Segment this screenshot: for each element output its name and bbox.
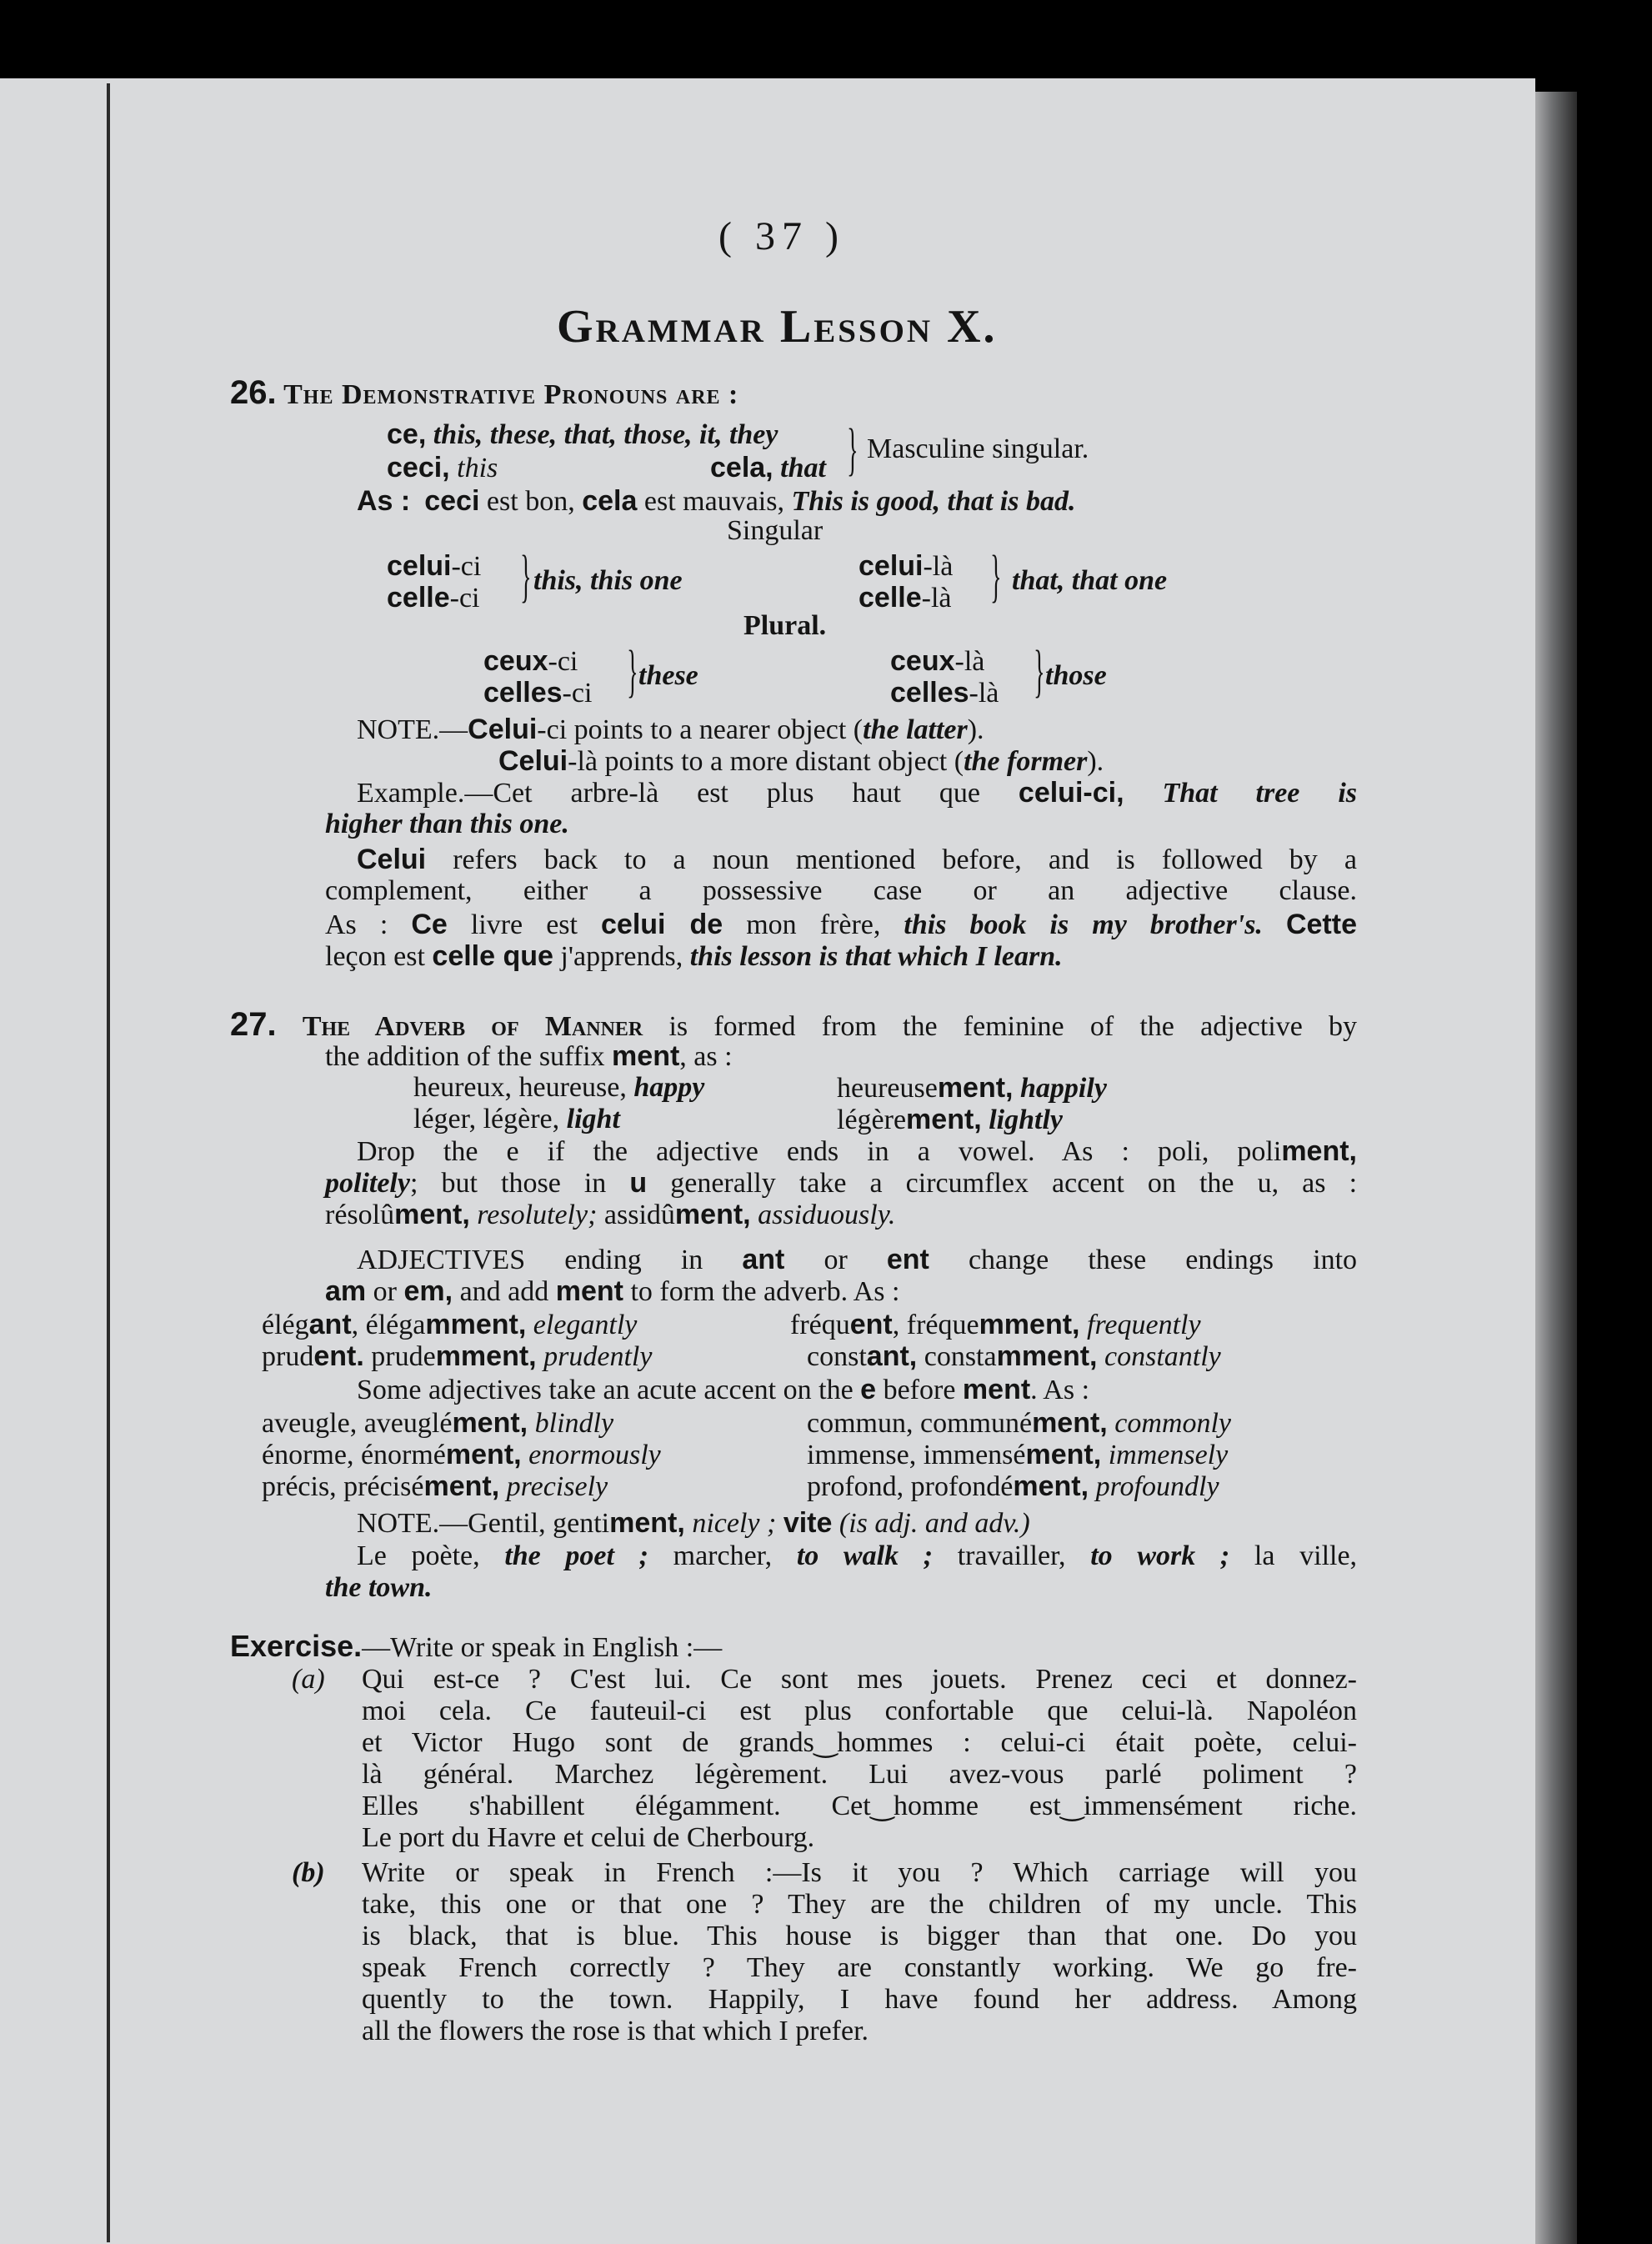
masc-singular: Masculine singular. — [867, 433, 1089, 464]
note-italic: the former — [964, 746, 1088, 777]
text-span: prude — [363, 1341, 436, 1372]
note-end: ). — [1087, 746, 1104, 777]
text-span: ent — [849, 1309, 893, 1340]
exercise-a-line: Elles s'habillent élégamment. Cet‿homme est‿immensément riche. — [362, 1791, 1357, 1821]
plural-label: Plural. — [743, 610, 827, 641]
as-label: As : — [357, 485, 411, 517]
adv-stem: résolû — [325, 1200, 395, 1230]
this-one-gloss: this, this one — [533, 565, 683, 596]
exercise-b-label: (b) — [292, 1857, 325, 1888]
section-27-heading-2 — [325, 1040, 733, 1073]
note-celui-ci — [357, 714, 984, 746]
suffix-la: -là — [954, 646, 985, 677]
celle-la-line — [859, 582, 951, 614]
binding-gutter — [107, 83, 110, 2242]
note-term: Celui — [468, 714, 538, 745]
text-span: commonly — [1114, 1408, 1231, 1439]
refers-line-4 — [325, 940, 1063, 973]
suffix-ci: -ci — [449, 583, 480, 614]
suffix-ment: ment — [555, 1275, 623, 1307]
ceci-line — [387, 452, 498, 484]
refers-text: j'apprends, — [560, 941, 683, 972]
example-line — [357, 777, 1357, 809]
text-span: la ville, — [1254, 1540, 1358, 1571]
heading-text: The Demonstrative Pronouns are : — [283, 379, 739, 410]
text-span: élég — [262, 1310, 309, 1340]
text-span: précis, précisé — [262, 1471, 424, 1502]
example-gloss: That tree is — [1162, 778, 1357, 809]
refers-line-2: complement, either a possessive case or an adjective clause. — [325, 875, 1357, 906]
exercise-b-line: Write or speak in French :—Is it you ? Which carriage will you — [362, 1857, 1357, 1888]
text-span: immense, immensé — [807, 1440, 1026, 1470]
exercise-a-line: Le port du Havre et celui de Cherbourg. — [362, 1822, 815, 1853]
note-label: NOTE.— — [357, 714, 468, 745]
adv-stem: légère — [837, 1104, 907, 1135]
adj-text: and add — [459, 1276, 549, 1307]
adv-gloss: happily — [1020, 1073, 1107, 1104]
adj-form: heureux, heureuse, — [413, 1072, 627, 1103]
text-span: ant, — [866, 1340, 918, 1372]
text-span: , éléga — [351, 1310, 426, 1340]
pair-frequent — [790, 1309, 1201, 1341]
adv-gloss: assiduously. — [758, 1200, 896, 1230]
celui-la-line — [859, 550, 953, 583]
vocab-line — [357, 1540, 1357, 1572]
text-span: immensely — [1108, 1440, 1229, 1470]
term-celui: celui — [387, 550, 452, 582]
suffix-ci: -ci — [548, 646, 578, 677]
example-gloss-2: higher than this one. — [325, 809, 569, 839]
text-span: ment, — [423, 1470, 500, 1502]
as-text-1: est bon, — [486, 486, 575, 517]
heading-text: the addition of the suffix — [325, 1041, 605, 1072]
celle-ci-line — [387, 582, 479, 614]
adjectives-line-1 — [357, 1244, 1357, 1276]
vocab-line-2: the town. — [325, 1572, 433, 1603]
ending-ent: ent — [886, 1244, 929, 1275]
refers-celui-de: celui de — [601, 909, 723, 940]
singular-label: Singular — [727, 515, 823, 546]
text-span: ment, — [1025, 1439, 1102, 1470]
note-gentil — [357, 1507, 1030, 1540]
text-span: marcher, — [673, 1540, 773, 1571]
text-span: mment, — [979, 1309, 1080, 1340]
example-leger — [413, 1104, 620, 1135]
brace-masc: } — [847, 418, 859, 482]
term-celle: celle — [859, 582, 922, 614]
ceux-ci-line — [483, 645, 578, 678]
celui-ci-line — [387, 550, 481, 583]
adv-stem: heureuse — [837, 1073, 938, 1104]
text-span: ment, — [452, 1407, 528, 1439]
exercise-b-line: quently to the town. Happily, I have found her address. Among — [362, 1984, 1357, 2015]
refers-cette: Cette — [1285, 909, 1357, 940]
brace-these: } — [627, 639, 638, 704]
exercise-b-line: take, this one or that one ? They are the children of my uncle. This — [362, 1889, 1357, 1920]
drop-line-1 — [357, 1135, 1357, 1168]
ending-ant: ant — [742, 1244, 785, 1275]
refers-line-3 — [325, 909, 1357, 941]
exercise-heading — [230, 1630, 722, 1664]
acute-text: before — [883, 1375, 956, 1405]
text-span: frequently — [1087, 1310, 1201, 1340]
gloss-ce: this, these, that, those, it, they — [433, 419, 778, 450]
text-span: ent. — [313, 1340, 364, 1372]
celles-la-line — [890, 677, 999, 709]
exercise-intro: —Write or speak in English :— — [362, 1632, 723, 1663]
section-27-heading — [230, 1006, 1358, 1043]
term-celles: celles — [890, 677, 969, 709]
exercise-a-line: là général. Marchez légèrement. Lui avez-vous parlé poliment ? — [362, 1759, 1357, 1790]
acute-commun — [807, 1407, 1231, 1440]
adv-ment: ment, — [1281, 1135, 1357, 1167]
these-gloss: these — [638, 660, 698, 691]
acute-profond — [807, 1470, 1219, 1503]
drop-text: ; but those in — [409, 1168, 607, 1199]
drop-u: u — [629, 1167, 648, 1199]
heading-text: is formed from the feminine of the adjective by — [668, 1011, 1358, 1042]
brace-those: } — [1034, 639, 1045, 704]
text-span: aveugle, aveuglé — [262, 1408, 453, 1439]
text-span: profoundly — [1095, 1471, 1219, 1502]
celles-ci-line — [483, 677, 592, 709]
gloss-cela: that — [780, 453, 826, 483]
note-italic: the latter — [863, 714, 968, 745]
suffix-la: -là — [921, 583, 952, 614]
adv-ment: ment, — [609, 1507, 685, 1539]
acute-immense — [807, 1439, 1228, 1471]
text-span: enormously — [528, 1440, 661, 1470]
text-span: elegantly — [533, 1310, 638, 1340]
example-heureux — [413, 1072, 704, 1104]
text-span: the poet ; — [504, 1540, 648, 1571]
text-span: mment, — [425, 1309, 527, 1340]
adj-text: or — [823, 1245, 848, 1275]
exercise-a-label: (a) — [292, 1664, 325, 1695]
exercise-b-line: all the flowers the rose is that which I prefer. — [362, 2016, 869, 2046]
refers-gloss: this lesson is that which I learn. — [689, 941, 1063, 972]
as-gloss: This is good, that is bad. — [791, 486, 1076, 517]
as-text-2: est mauvais, — [643, 486, 784, 517]
page-title: Grammar Lesson X. — [557, 301, 998, 353]
suffix-ci: -ci — [562, 678, 593, 709]
adj-text: ADJECTIVES ending in — [357, 1245, 703, 1275]
refers-text: refers back to a noun mentioned before, and is followed by a — [453, 844, 1358, 875]
text-span: prudently — [543, 1341, 653, 1372]
note-text: -là points to a more distant object ( — [568, 746, 964, 777]
page-edge-shadow — [1535, 92, 1577, 2244]
refers-text: livre est — [470, 909, 578, 940]
adj-form: léger, légère, — [413, 1104, 560, 1135]
exercise-label: Exercise. — [230, 1629, 363, 1663]
drop-text: generally take a circumflex accent on the u, as : — [670, 1168, 1358, 1199]
adv-gloss: resolutely; — [477, 1200, 598, 1230]
suffix-la: -là — [969, 678, 999, 709]
term-celles: celles — [483, 677, 563, 709]
pair-prudent — [262, 1340, 652, 1373]
as-line — [357, 485, 1075, 518]
adj-text: or — [373, 1276, 397, 1307]
refers-text: mon frère, — [746, 909, 881, 940]
heading-smallcaps: The Adverb of Manner — [302, 1011, 643, 1042]
acute-aveugle — [262, 1407, 613, 1440]
text-span: travailler, — [957, 1540, 1066, 1571]
term-celle: celle — [387, 582, 450, 614]
text-span: , fréque — [892, 1310, 979, 1340]
drop-text: Drop the e if the adjective ends in a vowel. As : poli, poli — [357, 1136, 1282, 1167]
refers-as: As : — [325, 909, 388, 940]
adj-text: to form the adverb. As : — [630, 1276, 900, 1307]
that-one-gloss: that, that one — [1012, 565, 1168, 596]
text-span: commun, communé — [807, 1408, 1033, 1439]
example-legerement — [837, 1104, 1063, 1136]
adv-ment: ment, — [674, 1199, 751, 1230]
note-text: -ci points to a nearer object ( — [537, 714, 864, 745]
adv-ment: ment, — [937, 1072, 1014, 1104]
as-cela: cela — [582, 485, 638, 517]
acute-line — [357, 1374, 1089, 1406]
suffix-ci: -ci — [451, 551, 482, 582]
example-term: celui-ci, — [1018, 777, 1124, 809]
cela-term — [710, 452, 826, 484]
note-text: NOTE.—Gentil, genti — [357, 1508, 610, 1539]
suffix-la: -là — [923, 551, 954, 582]
example-heureusement — [837, 1072, 1107, 1104]
adv-stem: assidû — [603, 1200, 675, 1230]
exercise-b-line: is black, that is blue. This house is bigger than that one. Do you — [362, 1921, 1357, 1951]
suffix-ment: ment — [612, 1040, 680, 1072]
adv-ment: ment, — [394, 1199, 470, 1230]
ceux-la-line — [890, 645, 984, 678]
adj-gloss: happy — [633, 1072, 705, 1103]
term-ce: ce, — [387, 418, 427, 450]
acute-e: e — [860, 1374, 877, 1405]
text-span: mment, — [996, 1340, 1098, 1372]
those-gloss: those — [1045, 660, 1107, 691]
text-span: mment, — [435, 1340, 537, 1372]
exercise-a-line: moi cela. Ce fauteuil-ci est plus confortable que celui-là. Napoléon — [362, 1696, 1357, 1726]
as-ceci: ceci — [424, 485, 480, 517]
acute-enorme — [262, 1439, 661, 1471]
suffix-ment: ment — [962, 1374, 1031, 1405]
adv-ment: ment, — [906, 1104, 982, 1135]
adv-gloss: lightly — [989, 1104, 1064, 1135]
refers-text: leçon est — [325, 941, 425, 972]
refers-term: Celui — [357, 844, 427, 875]
refers-line-1 — [357, 844, 1357, 876]
text-span: fréqu — [790, 1310, 850, 1340]
drop-line-3 — [325, 1199, 895, 1231]
term-ceci: ceci, — [387, 452, 450, 483]
acute-precis — [262, 1470, 608, 1503]
text-span: ant — [308, 1309, 352, 1340]
exercise-b-line: speak French correctly ? They are constantly working. We go fre- — [362, 1952, 1357, 1983]
text-span: constantly — [1104, 1341, 1221, 1372]
exercise-a-line: et Victor Hugo sont de grands‿hommes : celui-ci était poète, celui- — [362, 1727, 1357, 1758]
example-text: Example.—Cet arbre-là est plus haut que — [357, 778, 980, 809]
text-span: ment, — [1032, 1407, 1108, 1439]
section-number: 26. — [230, 374, 277, 411]
text-span: énorme, énormé — [262, 1440, 446, 1470]
drop-gloss: politely — [325, 1168, 410, 1199]
text-span: to work ; — [1090, 1540, 1230, 1571]
term-ceux: ceux — [483, 645, 548, 677]
refers-celle-que: celle que — [432, 940, 553, 972]
adj-text: change these endings into — [968, 1245, 1358, 1275]
section-number: 27. — [230, 1006, 277, 1043]
heading-text: , as : — [679, 1041, 733, 1072]
note-gloss: nicely ; — [692, 1508, 777, 1539]
text-span: prud — [262, 1341, 314, 1372]
note-celui-la — [498, 745, 1104, 778]
ce-line — [387, 418, 778, 451]
pair-elegant — [262, 1309, 637, 1341]
exercise-a-line: Qui est-ce ? C'est lui. Ce sont mes jouets. Prenez ceci et donnez- — [362, 1664, 1357, 1695]
text-span: const — [807, 1341, 867, 1372]
text-span: ment, — [1013, 1470, 1089, 1502]
text-span: precisely — [506, 1471, 608, 1502]
ending-am: am — [325, 1275, 367, 1307]
text-span: to walk ; — [796, 1540, 934, 1571]
section-26-heading — [230, 374, 739, 411]
acute-text: . As : — [1030, 1375, 1090, 1405]
gloss-ceci: this — [457, 453, 498, 483]
drop-line-2 — [325, 1167, 1357, 1200]
brace-this: } — [520, 544, 532, 609]
note-vite: vite — [783, 1507, 833, 1539]
text-span: profond, profondé — [807, 1471, 1014, 1502]
adj-gloss: light — [566, 1104, 620, 1135]
ending-em: em, — [403, 1275, 453, 1307]
text-span: blindly — [534, 1408, 614, 1439]
acute-text: Some adjectives take an acute accent on the — [357, 1375, 854, 1405]
note-term: Celui — [498, 745, 568, 777]
term-ceux: ceux — [890, 645, 955, 677]
note-end: ). — [967, 714, 984, 745]
text-span: Le poète, — [357, 1540, 480, 1571]
brace-that: } — [990, 544, 1002, 609]
text-span: consta — [917, 1341, 997, 1372]
term-celui: celui — [859, 550, 924, 582]
refers-ce: Ce — [411, 909, 448, 940]
note-gloss: (is adj. and adv.) — [839, 1508, 1030, 1539]
text-span: ment, — [445, 1439, 522, 1470]
page-number: ( 37 ) — [718, 214, 845, 258]
adjectives-line-2 — [325, 1275, 899, 1308]
pair-constant — [807, 1340, 1221, 1373]
term-cela: cela, — [710, 452, 773, 483]
refers-gloss: this book is my brother's. — [904, 909, 1263, 940]
